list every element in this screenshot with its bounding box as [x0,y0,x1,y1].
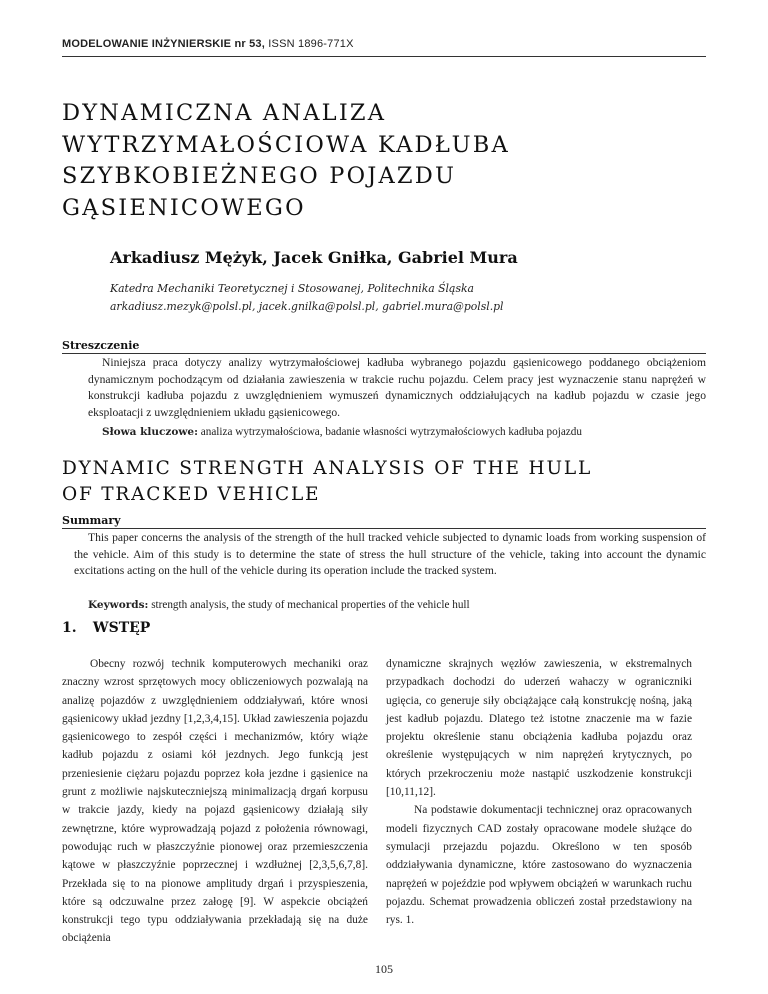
abstract-pl-paragraph: Niniejsza praca dotyczy analizy wytrzymałościowej kadłuba wybranego pojazdu gąsienicowego poddanego obciążeniom dynamicznym pochodzącym od działania zawieszenia w trakcie ruchu pojazdu. Celem pracy jest wyznaczenie stanu naprężeń w konstrukcji kadłuba pojazdu z uwzględnieniem wymuszeń dynamicznych oddziałujących na kadłub pojazdu w czasie jego eksploatacji z uwzględnieniem układu gąsienicowego. [88,356,706,419]
abstract-en-heading: Summary [62,514,121,527]
authors: Arkadiusz Mężyk, Jacek Gniłka, Gabriel Mura [110,248,518,267]
title-en-line: DYNAMIC STRENGTH ANALYSIS OF THE HULL [62,458,593,479]
header-rule [62,56,706,57]
keywords-en-label: Keywords: [88,599,149,611]
keywords-pl-text: analiza wytrzymałościowa, badanie własności wytrzymałościowych kadłuba pojazdu [200,426,582,438]
abstract-pl-rule [62,353,706,354]
paper-title-pl [62,98,702,224]
author-emails: arkadiusz.mezyk@polsl.pl, jacek.gnilka@polsl.pl, gabriel.mura@polsl.pl [110,300,504,313]
body-paragraph: Obecny rozwój technik komputerowych mechaniki oraz znaczny wzrost sprzętowych mocy obliczeniowych pozwalają na analizę pojazdów z uwzględnieniem oddziaływań, które wnosi gąsienicowy układ jezdny [1,2,3,4,15]. Układ zawieszenia pojazdu gąsienicowego to zespół części i mechanizmów, który wiąże kadłub pojazdu z osiami kół jezdnych. Jego funkcją jest przeniesienie ciężaru pojazdu poprzez koła jezdne i gąsienice na grunt z możliwie najskuteczniejszą minimalizacją drgań korpusu w trakcie jazdy, kiedy na pojazd gąsienicowy działają siły zewnętrzne, które wyprowadzają pojazd z położenia równowagi, powodując ruch w płaszczyźnie pionowej oraz przemieszczenia kątowe w płaszczyźnie poprzecznej i wzdłużnej [2,3,5,6,7,8]. Przekłada się to na pionowe amplitudy drgań i przyspieszenia, które są odczuwalne przez załogę [9]. W aspekcie obciążeń konstrukcji tego typu oddziaływania przekładają się na duże obciążenia [62,658,368,945]
keywords-en-text: strength analysis, the study of mechanical properties of the vehicle hull [151,599,470,611]
journal-title: MODELOWANIE INŻYNIERSKIE nr 53, [62,38,266,50]
body-column-right [386,655,692,929]
abstract-en-rule [62,528,706,529]
journal-issn: ISSN 1896-771X [268,38,354,50]
section-1-heading [62,620,150,636]
keywords-en [88,599,470,611]
abstract-en-text [74,530,706,580]
keywords-pl [102,426,582,438]
title-pl-line: DYNAMICZNA ANALIZA [62,100,387,126]
title-pl-line: WYTRZYMAŁOŚCIOWA KADŁUBA [62,131,510,158]
section-1-title: WSTĘP [92,620,151,636]
title-pl-line: GĄSIENICOWEGO [62,194,306,221]
abstract-pl-heading: Streszczenie [62,339,140,352]
body-paragraph: Na podstawie dokumentacji technicznej oraz opracowanych modeli fizycznych CAD zostały opracowane modele służące do symulacji przejazdu pojazdu. Określono w ten sposób oddziaływania dynamiczne, które zastosowano do wyznaczenia naprężeń w pojeździe pod wpływem obciążeń w warunkach ruchu pojazdu. Schemat prowadzenia obliczeń został przedstawiony na rys. 1. [386,804,692,927]
body-paragraph: dynamiczne skrajnych węzłów zawieszenia, w ekstremalnych przypadkach dochodzi do uderzeń wahaczy w ograniczniki ugięcia, co generuje siły obciążające całą konstrukcję nośną, jaką jest kadłub pojazdu. Dlatego też istotne znaczenie ma w fazie projektu określenie stanu obciążenia kadłuba pojazdu oraz określenie występujących w nim naprężeń krytycznych, po których przekroczeniu może nastąpić uszkodzenie konstrukcji [10,11,12]. [386,658,692,799]
abstract-en-paragraph: This paper concerns the analysis of the strength of the hull tracked vehicle subjected to dynamic loads from working suspension of the vehicle. Aim of this study is to determine the state of stress the hull structure of the vehicle, taking into account the dynamic excitations acting on the hull of the vehicle during its operation include the tracked system. [74,531,706,577]
section-1-number: 1. [62,620,77,636]
journal-header [62,38,706,50]
title-en-line: OF TRACKED VEHICLE [62,484,321,505]
keywords-pl-label: Słowa kluczowe: [102,426,198,438]
paper-title-en [62,456,592,508]
body-column-left [62,655,368,948]
page-number: 105 [375,962,393,976]
title-pl-line: SZYBKOBIEŻNEGO POJAZDU [62,163,457,189]
abstract-pl-text [88,355,706,421]
affiliation: Katedra Mechaniki Teoretycznej i Stosowanej, Politechnika Śląska [110,282,474,295]
